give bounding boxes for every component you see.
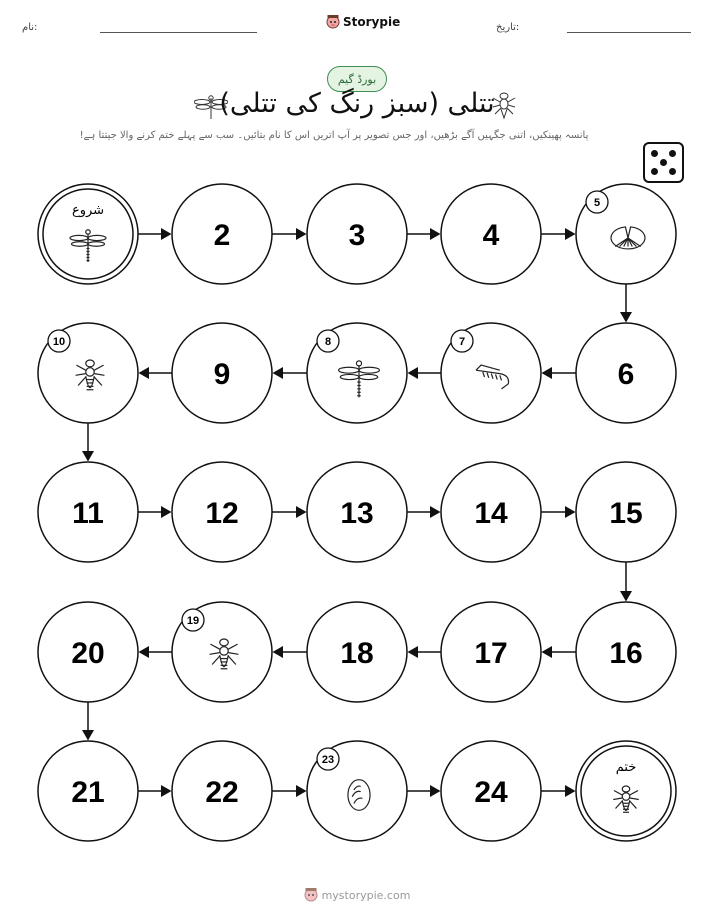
square-number: 4 <box>482 219 500 252</box>
footer <box>0 887 714 903</box>
square-number-badge: 10 <box>52 336 66 348</box>
footer-pig-icon <box>304 887 318 903</box>
board-square-1[interactable] <box>38 184 138 284</box>
board-square-14[interactable] <box>441 462 541 562</box>
board-square-21[interactable] <box>38 741 138 841</box>
square-number-badge: 5 <box>593 197 601 209</box>
square-number: 21 <box>71 776 105 809</box>
board-square-25[interactable] <box>576 741 676 841</box>
board-square-4[interactable] <box>441 184 541 284</box>
instructions-text: پانسہ پھینکیں، اتنی جگہیں آگے بڑھیں، اور جس تصویر پر آپ اتریں اس کا نام بتائیں۔ سب سے پہلے ختم کرنے والا جیتتا ہے! <box>79 130 589 141</box>
board-square-9[interactable] <box>172 323 272 423</box>
board-square-20[interactable] <box>38 602 138 702</box>
board-square-24[interactable] <box>441 741 541 841</box>
square-number: 3 <box>348 219 366 252</box>
square-number: 24 <box>474 776 508 809</box>
date-label: تاریخ: <box>496 22 520 33</box>
page-title: تتلی (سبز رنگ کی تتلی) <box>219 88 495 119</box>
square-number: 15 <box>609 497 643 530</box>
board-square-17[interactable] <box>441 602 541 702</box>
square-number: 18 <box>340 637 374 670</box>
finish-label: ختم <box>615 760 637 775</box>
start-label: شروع <box>71 203 105 218</box>
square-number: 6 <box>617 358 635 391</box>
square-number: 13 <box>340 497 374 530</box>
square-number: 22 <box>205 776 239 809</box>
board-game-badge: بورڈ گیم <box>327 66 387 92</box>
square-number: 17 <box>474 637 508 670</box>
board-square-18[interactable] <box>307 602 407 702</box>
board-square-22[interactable] <box>172 741 272 841</box>
square-number-badge: 8 <box>324 336 332 348</box>
board-square-15[interactable] <box>576 462 676 562</box>
square-number: 2 <box>213 219 231 252</box>
board-square-2[interactable] <box>172 184 272 284</box>
board-square-8[interactable] <box>307 323 407 423</box>
square-number: 12 <box>205 497 239 530</box>
square-number: 14 <box>474 497 508 530</box>
board-square-23[interactable] <box>307 741 407 841</box>
board-square-7[interactable] <box>441 323 541 423</box>
board-square-11[interactable] <box>38 462 138 562</box>
board-square-3[interactable] <box>307 184 407 284</box>
board-square-5[interactable] <box>576 184 676 284</box>
square-number-badge: 19 <box>186 615 200 627</box>
board-square-12[interactable] <box>172 462 272 562</box>
board-square-6[interactable] <box>576 323 676 423</box>
square-number: 20 <box>71 637 105 670</box>
board-square-16[interactable] <box>576 602 676 702</box>
square-number-badge: 23 <box>321 754 335 766</box>
footer-url: mystorypie.com <box>321 888 411 902</box>
board-square-13[interactable] <box>307 462 407 562</box>
board-square-19[interactable] <box>172 602 272 702</box>
name-label: نام: <box>22 22 38 33</box>
board-square-10[interactable] <box>38 323 138 423</box>
square-number: 11 <box>72 497 104 530</box>
brand-name: Storypie <box>343 15 401 29</box>
square-number: 9 <box>213 358 231 391</box>
square-number-badge: 7 <box>458 336 466 348</box>
square-number: 16 <box>609 637 643 670</box>
